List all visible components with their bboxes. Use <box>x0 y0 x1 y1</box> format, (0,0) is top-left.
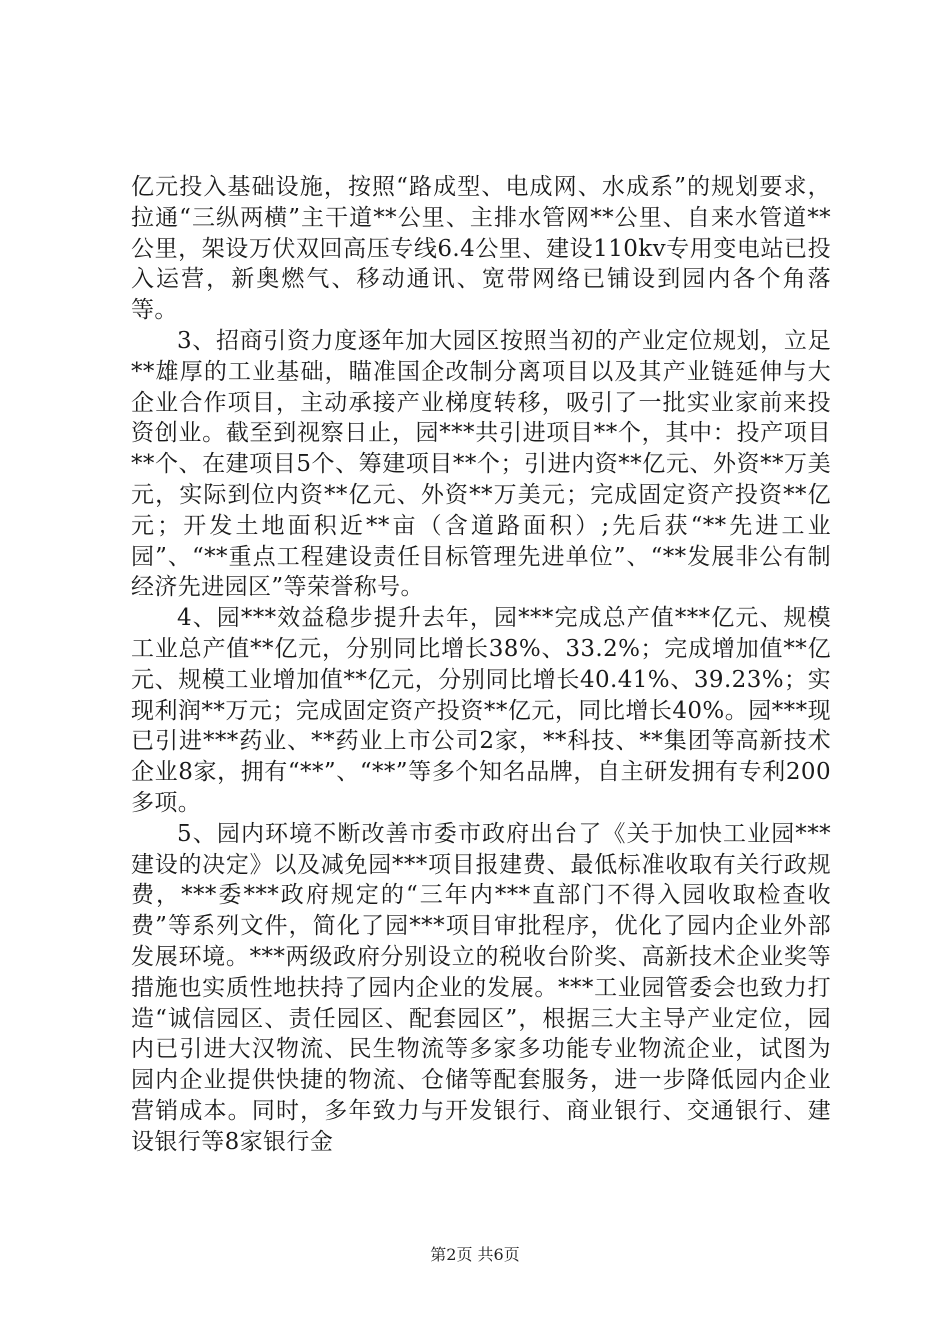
page-number-footer: 第2页 共6页 <box>430 1245 520 1264</box>
paragraph-4: 5、园内环境不断改善市委市政府出台了《关于加快工业园***建设的决定》以及减免园***项目报建费、最低标准收取有关行政规费，***委***政府规定的“三年内***直部门不得入园收取检查收费”等系列文件，简化了园***项目审批程序，优化了园内企业外部发展环境。***两级政府分别设立的税收台阶奖、高新技术企业奖等措施也实质性地扶持了园内企业的发展。***工业园管委会也致力打造“诚信园区、责任园区、配套园区”，根据三大主导产业定位，园内已引进大汉物流、民生物流等多家多功能专业物流企业，试图为园内企业提供快捷的物流、仓储等配套服务，进一步降低园内企业营销成本。同时，多年致力与开发银行、商业银行、交通银行、建设银行等8家银行金 <box>131 820 831 1155</box>
paragraph-1: 亿元投入基础设施，按照“路成型、电成网、水成系”的规划要求，拉通“三纵两横”主干道**公里、主排水管网**公里、自来水管道**公里，架设万伏双回高压专线6.4公里、建设110kv专用变电站已投入运营，新奥燃气、移动通讯、宽带网络已铺设到园内各个角落等。 <box>131 174 831 324</box>
paragraph-2: 3、招商引资力度逐年加大园区按照当初的产业定位规划，立足**雄厚的工业基础，瞄准国企改制分离项目以及其产业链延伸与大企业合作项目，主动承接产业梯度转移，吸引了一批实业家前来投资创业。截至到视察日止，园***共引进项目**个，其中：投产项目**个、在建项目5个、筹建项目**个；引进内资**亿元、外资**万美元，实际到位内资**亿元、外资**万美元；完成固定资产投资**亿元；开发土地面积近**亩（含道路面积）;先后获“**先进工业园”、“**重点工程建设责任目标管理先进单位”、“**发展非公有制经济先进园区”等荣誉称号。 <box>131 327 831 601</box>
paragraph-3: 4、园***效益稳步提升去年，园***完成总产值***亿元、规模工业总产值**亿元，分别同比增长38%、33.2%；完成增加值**亿元、规模工业增加值**亿元，分别同比增长40.41%、39.23%；实现利润**万元；完成固定资产投资**亿元，同比增长40%。园***现已引进***药业、**药业上市公司2家，**科技、**集团等高新技术企业8家，拥有“**”、“**”等多个知名品牌，自主研发拥有专利200多项。 <box>131 605 831 816</box>
document-body <box>131 172 831 1158</box>
